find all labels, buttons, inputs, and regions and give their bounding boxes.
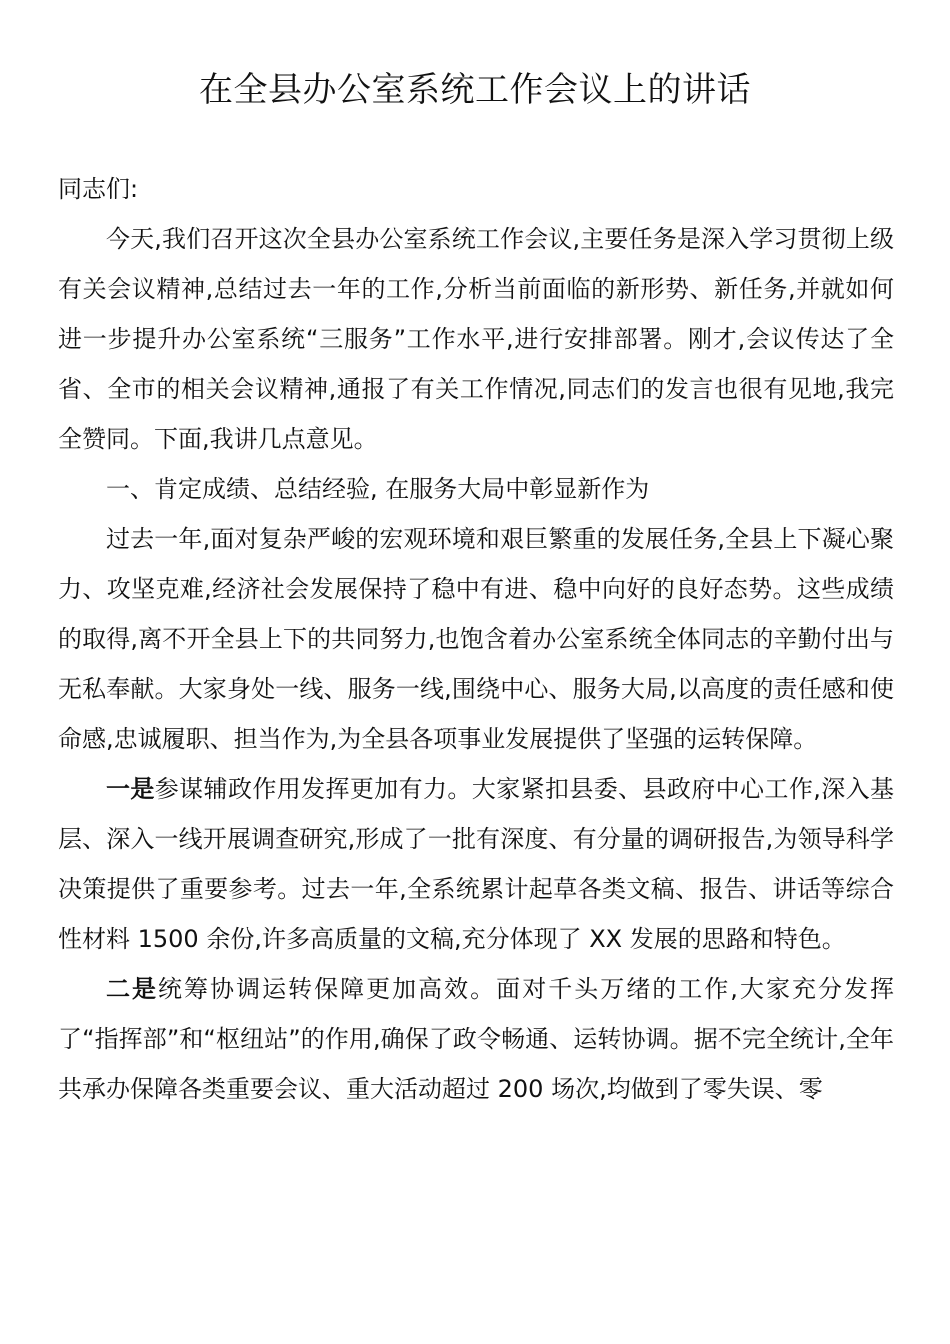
paragraph-point-1 [58, 764, 894, 964]
paragraph-achievements: 过去一年,面对复杂严峻的宏观环境和艰巨繁重的发展任务,全县上下凝心聚力、攻坚克难,经济社会发展保持了稳中有进、稳中向好的良好态势。这些成绩的取得,离不开全县上下的共同努力,也饱含着办公室系统全体同志的辛勤付出与无私奉献。大家身处一线、服务一线,围绕中心、服务大局,以高度的责任感和使命感,忠诚履职、担当作为,为全县各项事业发展提供了坚强的运转保障。 [58, 525, 894, 753]
point-1-text: 参谋辅政作用发挥更加有力。大家紧扣县委、县政府中心工作,深入基层、深入一线开展调查研究,形成了一批有深度、有分量的调研报告,为领导科学决策提供了重要参考。过去一年,全系统累计起草各类文稿、报告、讲话等综合性材料 1500 余份,许多高质量的文稿,充分体现了 XX 发展的思路和特色。 [58, 775, 894, 953]
salutation: 同志们: [58, 175, 139, 203]
section-heading-1: 一、肯定成绩、总结经验, 在服务大局中彰显新作为 [106, 475, 650, 503]
paragraph-intro: 今天,我们召开这次全县办公室系统工作会议,主要任务是深入学习贯彻上级有关会议精神,总结过去一年的工作,分析当前面临的新形势、新任务,并就如何进一步提升办公室系统“三服务”工作水平,进行安排部署。刚才,会议传达了全省、全市的相关会议精神,通报了有关工作情况,同志们的发言也很有见地,我完全赞同。下面,我讲几点意见。 [58, 225, 894, 453]
point-2-text: 统筹协调运转保障更加高效。面对千头万绪的工作,大家充分发挥了“指挥部”和“枢纽站”的作用,确保了政令畅通、运转协调。据不完全统计,全年共承办保障各类重要会议、重大活动超过 200 场次,均做到了零失误、零 [58, 975, 894, 1103]
paragraph-point-2 [58, 964, 894, 1114]
point-1-lead: 一是 [106, 775, 155, 803]
point-2-lead: 二是 [106, 975, 159, 1003]
document-title: 在全县办公室系统工作会议上的讲话 [199, 70, 751, 110]
document-body [58, 164, 894, 1114]
